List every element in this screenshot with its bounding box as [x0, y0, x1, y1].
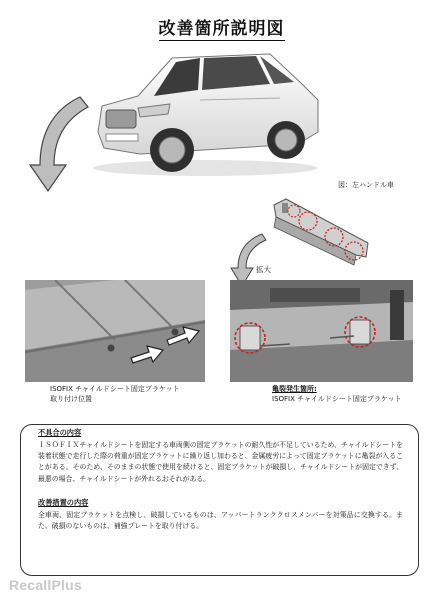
bracket-photo: [230, 280, 413, 382]
description-content: [38, 428, 403, 545]
defect-caption: 亀裂発生箇所: ISOFIX チャイルドシート固定ブラケット: [272, 385, 402, 403]
car-image: [80, 40, 325, 180]
car-note: 図：左ハンドル車: [338, 181, 394, 189]
page-title: 改善箇所説明図: [158, 19, 285, 39]
seat-caption: ISOFIX チャイルドシート固定ブラケット 取り付け位置: [50, 385, 180, 403]
remedy-heading: 改善措置の内容: [38, 497, 89, 507]
watermark-logo: RecallPlus: [9, 577, 82, 593]
defect-heading: 不具合の内容: [38, 428, 82, 437]
zoom-label: 拡大: [256, 265, 271, 274]
bracket-part-image: [268, 195, 378, 270]
seat-photo: [25, 280, 205, 382]
defect-text: ＩＳＯＦＩＸチャイルドシートを固定する車両側の固定ブラケットの耐久性が不足しているため、チャイルドシートを装着状態で走行した際の荷重が固定ブラケットに繰り返し加わると、金属疲労によって固定ブラケットに亀裂が入ることがある。そのため、そのままの状態で使用を続けると、固定ブラケットが破損し、チャイルドシートが固定できず、最悪の場合、チャイルドシートが外れるおそれがある。: [38, 441, 403, 483]
remedy-text: 全車両、固定ブラケットを点検し、破損しているものは、アッパートランククロスメンバーを対策品に交換する。また、破損のないものは、補強プレートを取り付ける。: [38, 510, 403, 531]
